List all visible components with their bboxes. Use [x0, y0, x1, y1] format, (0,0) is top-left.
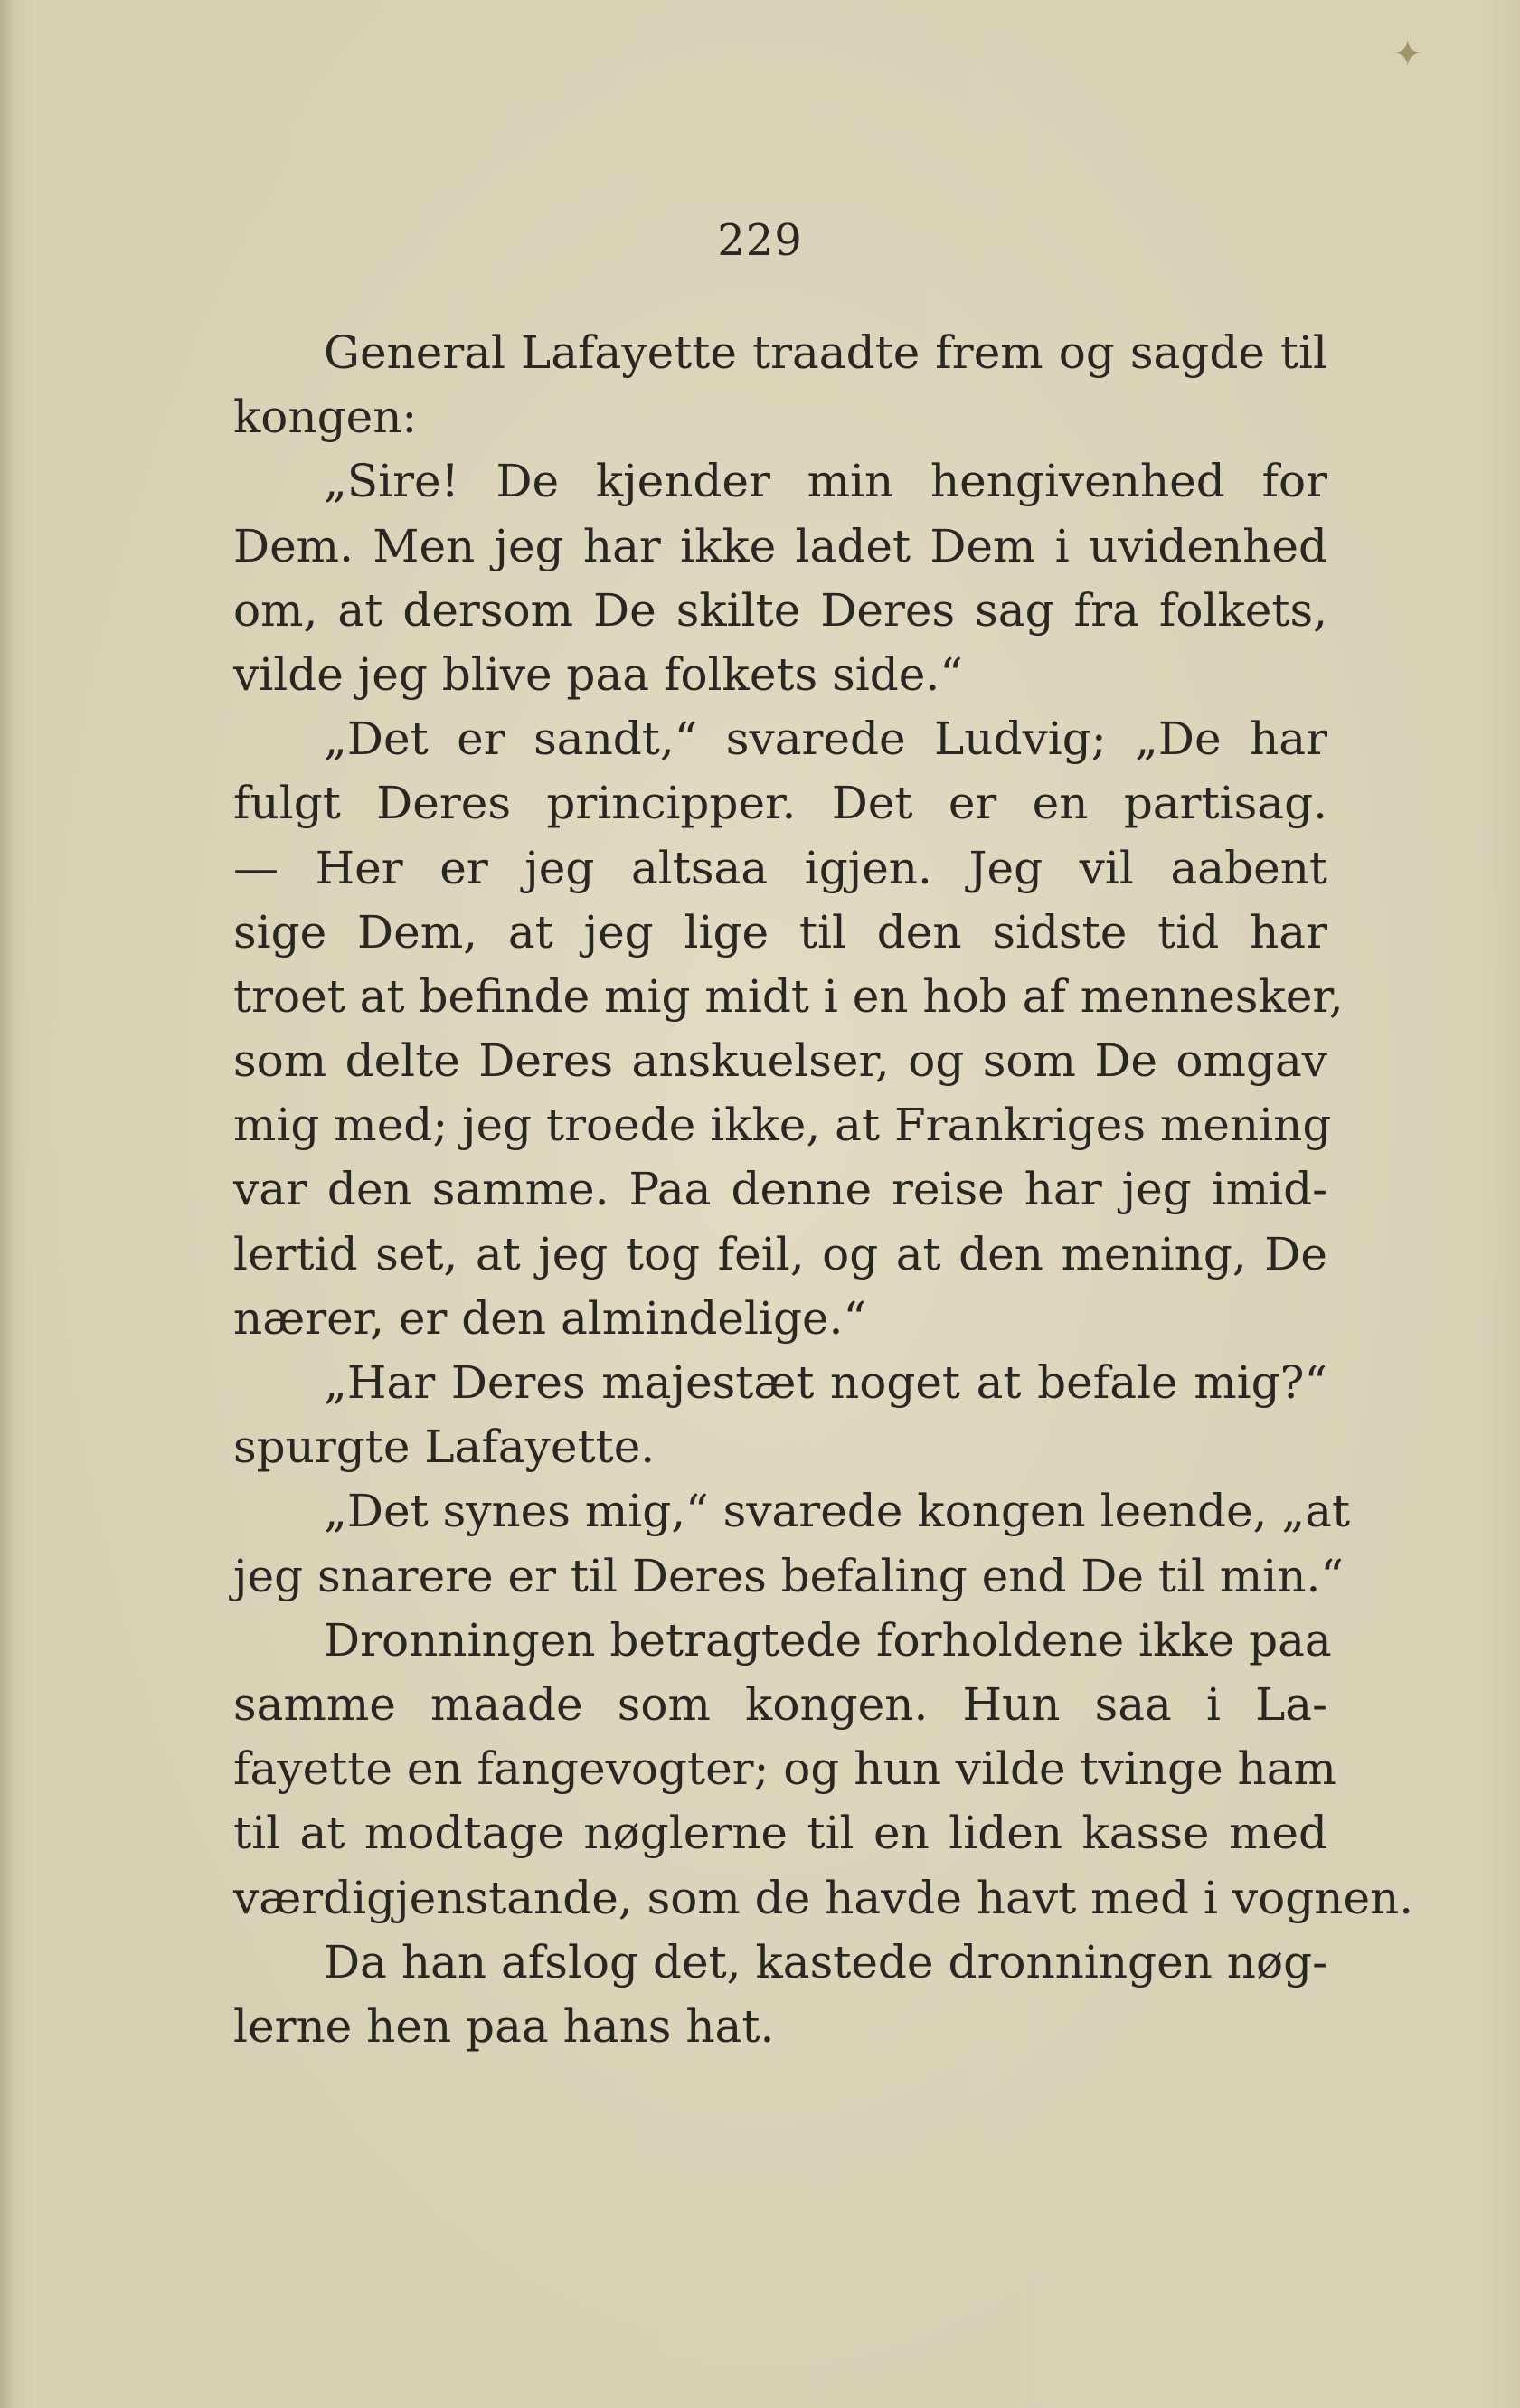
- text-line: samme maade som kongen. Hun saa i La-: [233, 1677, 1327, 1731]
- text-line: nærer, er den almindelige.“: [233, 1291, 866, 1345]
- text-line: spurgte Lafayette.: [233, 1421, 656, 1474]
- text-line: om, at dersom De skilte Deres sag fra folkets,: [233, 583, 1327, 637]
- text-line: „Det er sandt,“ svarede Ludvig; „De har: [324, 713, 1327, 766]
- text-line: mig med; jeg troede ikke, at Frankriges mening: [233, 1099, 1332, 1152]
- page-binding-edge: [0, 0, 13, 2408]
- text-line: værdigjenstande, som de havde havt med i vognen.: [233, 1871, 1414, 1924]
- page-number: 229: [717, 215, 803, 266]
- text-line: fulgt Deres principper. Det er en partisag.: [233, 777, 1327, 830]
- text-line: „Sire! De kjender min hengivenhed for: [324, 455, 1327, 508]
- decorative-ornament-icon: ✦: [1393, 33, 1423, 75]
- text-line: General Lafayette traadte frem og sagde til: [324, 326, 1327, 379]
- body-text: [233, 321, 1414, 2059]
- text-line: kongen:: [233, 391, 418, 444]
- text-line: til at modtage nøglerne til en liden kasse med: [233, 1807, 1327, 1860]
- text-line: lertid set, at jeg tog feil, og at den mening, De: [233, 1227, 1327, 1280]
- text-line: lerne hen paa hans hat.: [233, 1999, 775, 2053]
- text-line: sige Dem, at jeg lige til den sidste tid har: [233, 905, 1327, 958]
- text-line: Da han afslog det, kastede dronningen nøg-: [324, 1935, 1327, 1988]
- text-line: „Har Deres majestæt noget at befale mig?“: [324, 1356, 1327, 1409]
- text-line: fayette en fangevogter; og hun vilde tvinge ham: [233, 1742, 1336, 1796]
- text-line: som delte Deres anskuelser, og som De omgav: [233, 1034, 1327, 1088]
- text-line: Dronningen betragtede forholdene ikke paa: [324, 1613, 1332, 1667]
- text-line: troet at befinde mig midt i en hob af mennesker,: [233, 969, 1344, 1023]
- text-line: var den samme. Paa denne reise har jeg imid-: [233, 1163, 1327, 1216]
- text-line: vilde jeg blive paa folkets side.“: [233, 647, 963, 701]
- text-line: Dem. Men jeg har ikke ladet Dem i uvidenhed: [233, 519, 1327, 572]
- text-line: — Her er jeg altsaa igjen. Jeg vil aabent: [233, 841, 1327, 894]
- text-line: jeg snarere er til Deres befaling end De til min.“: [233, 1549, 1344, 1602]
- text-line: „Det synes mig,“ svarede kongen leende, „at: [324, 1485, 1351, 1538]
